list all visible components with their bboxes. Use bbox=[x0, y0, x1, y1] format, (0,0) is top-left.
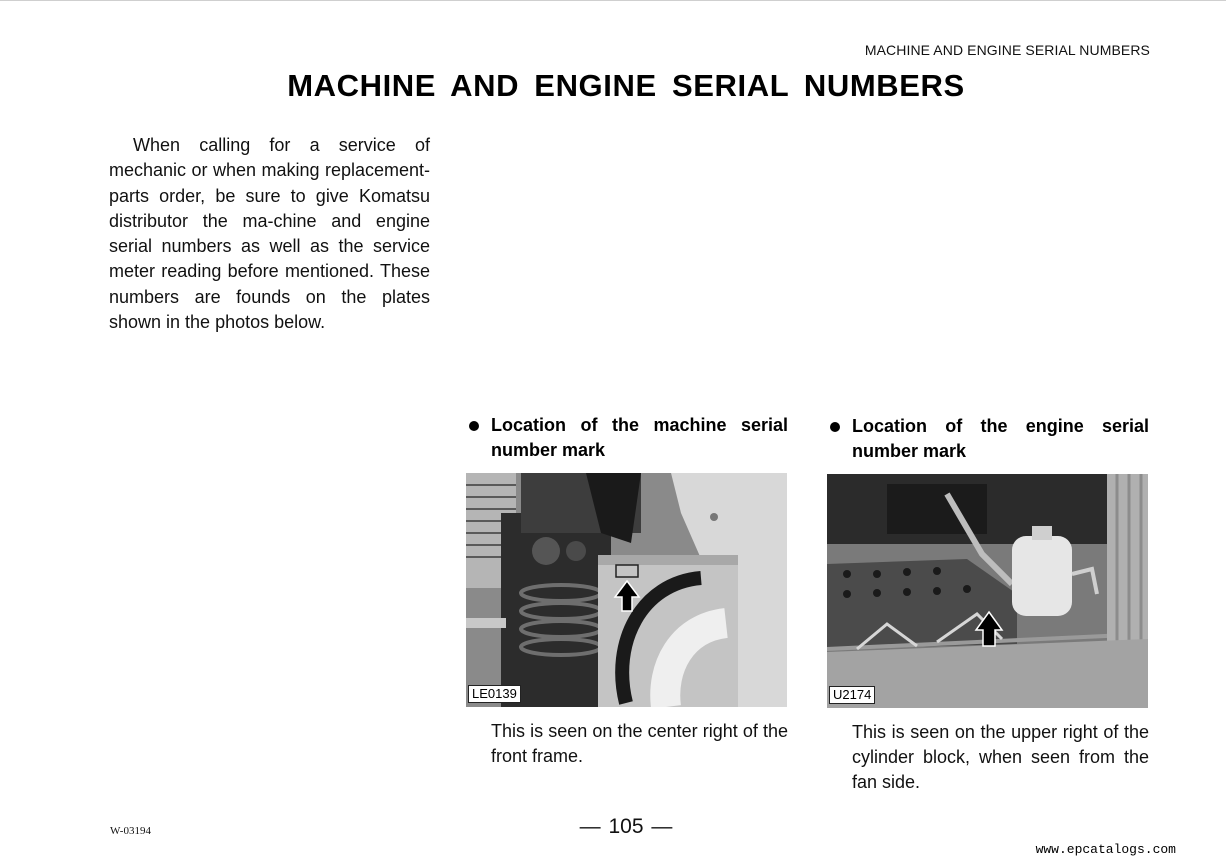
engine-serial-heading bbox=[827, 414, 1149, 463]
page-number: — 105 — bbox=[579, 815, 673, 838]
engine-serial-heading-text: Location of the engine serial number mark bbox=[852, 416, 1149, 461]
engine-block-illustration bbox=[827, 474, 1148, 708]
engine-serial-caption: This is seen on the upper right of the cylinder block, when seen from the fan side. bbox=[852, 722, 1149, 792]
engine-serial-photo bbox=[827, 474, 1148, 708]
machine-serial-heading bbox=[466, 413, 788, 462]
machine-photo-code: LE0139 bbox=[468, 685, 521, 703]
machine-serial-heading-text: Location of the machine serial number mark bbox=[491, 415, 788, 460]
document-code: W-03194 bbox=[110, 825, 151, 837]
engine-photo-code: U2174 bbox=[829, 686, 875, 704]
machine-serial-section bbox=[466, 413, 788, 769]
watermark-url: www.epcatalogs.com bbox=[1035, 842, 1176, 857]
bullet-icon bbox=[469, 421, 479, 431]
engine-serial-section bbox=[827, 414, 1149, 795]
page-title: MACHINE AND ENGINE SERIAL NUMBERS bbox=[287, 68, 965, 103]
bullet-icon bbox=[830, 422, 840, 432]
machine-serial-photo bbox=[466, 473, 787, 707]
top-rule bbox=[0, 0, 1226, 1]
intro-paragraph: When calling for a service of mechanic or when making replacement-parts order, be sure to give Komatsu distributor the ma-chine and engine serial numbers as well as the service meter reading before mentioned. These numbers are founds on the plates shown in the photos below. bbox=[109, 135, 430, 333]
running-header: MACHINE AND ENGINE SERIAL NUMBERS bbox=[864, 42, 1150, 58]
machine-serial-caption: This is seen on the center right of the front frame. bbox=[491, 721, 788, 766]
machine-frame-illustration bbox=[466, 473, 787, 707]
